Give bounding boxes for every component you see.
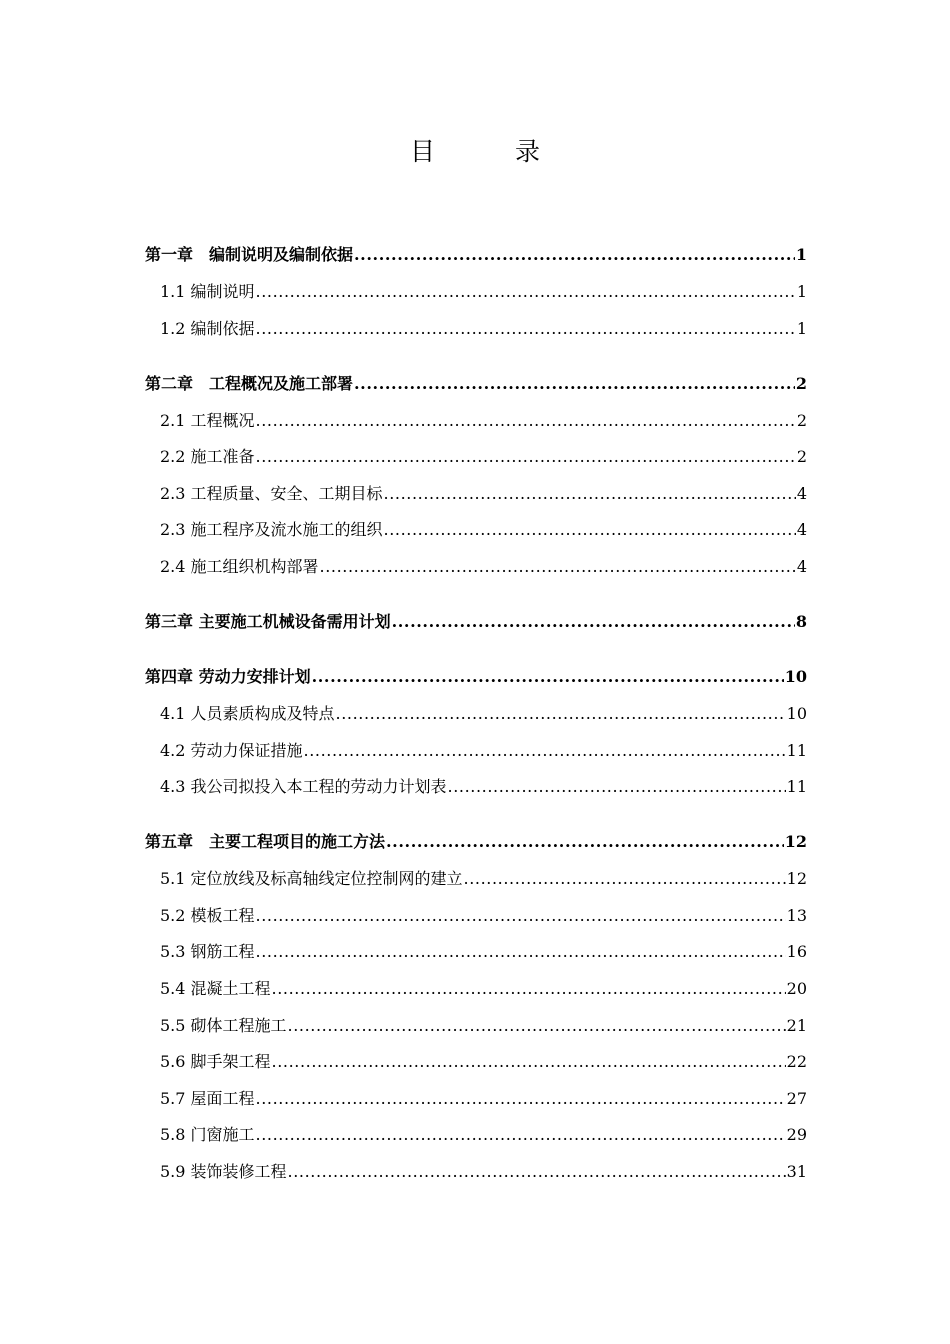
toc-section-entry[interactable] — [160, 1047, 807, 1073]
dot-leader — [256, 941, 786, 963]
dot-leader — [288, 1161, 786, 1183]
toc-chapter-entry[interactable] — [145, 607, 807, 633]
toc-page-number: 16 — [786, 942, 807, 962]
toc-entry-label: 5.6 脚手架工程 — [160, 1052, 271, 1072]
toc-entry-label: 1.2 编制依据 — [160, 318, 255, 338]
dot-leader — [256, 410, 796, 432]
dot-leader — [464, 868, 786, 890]
toc-section-entry[interactable] — [160, 314, 807, 340]
toc-page-number: 4 — [796, 520, 807, 540]
toc-page-number: 13 — [786, 905, 807, 925]
toc-entry-label: 2.3 施工程序及流水施工的组织 — [160, 520, 383, 540]
toc-chapter-entry[interactable] — [145, 369, 807, 395]
toc-page-number: 8 — [795, 612, 807, 631]
toc-section-entry[interactable] — [160, 406, 807, 432]
toc-section-entry[interactable] — [160, 479, 807, 505]
toc-section-entry[interactable] — [160, 901, 807, 927]
toc-entry-label: 5.9 装饰装修工程 — [160, 1162, 287, 1181]
dot-leader — [256, 318, 796, 340]
toc-entry-label: 2.2 施工准备 — [160, 447, 255, 467]
toc-page-number: 4 — [796, 483, 807, 503]
toc-page-number: 10 — [784, 667, 807, 686]
dot-leader — [320, 556, 796, 578]
toc-page-number: 10 — [786, 704, 807, 723]
dot-leader — [256, 1124, 786, 1146]
toc-entry-label: 4.2 劳动力保证措施 — [160, 740, 303, 760]
toc-section-entry[interactable] — [160, 937, 807, 963]
dot-leader — [312, 666, 784, 688]
toc-page-number: 2 — [795, 373, 807, 393]
toc-page-number: 20 — [786, 979, 807, 998]
toc-section-entry[interactable] — [160, 1120, 807, 1146]
toc-page-number: 31 — [786, 1162, 807, 1181]
dot-leader — [304, 740, 786, 762]
toc-section-entry[interactable] — [160, 772, 807, 798]
toc-section-entry[interactable] — [160, 699, 807, 725]
toc-entry-label: 5.4 混凝土工程 — [160, 979, 271, 998]
toc-page-number: 29 — [786, 1125, 807, 1145]
toc-entry-label: 5.5 砌体工程施工 — [160, 1015, 287, 1035]
dot-leader — [272, 978, 786, 1000]
dot-leader — [256, 281, 796, 303]
toc-entry-label: 5.8 门窗施工 — [160, 1125, 255, 1145]
toc-entry-label: 4.1 人员素质构成及特点 — [160, 704, 335, 723]
toc-chapter-entry[interactable] — [145, 662, 807, 688]
toc-title: 目 录 — [410, 137, 576, 166]
toc-entry-label: 1.1 编制说明 — [160, 282, 255, 301]
dot-leader — [336, 703, 786, 725]
dot-leader — [392, 611, 795, 633]
toc-section-entry[interactable] — [160, 1157, 807, 1183]
toc-page-number: 2 — [796, 447, 807, 467]
dot-leader — [288, 1015, 786, 1037]
toc-page-number: 12 — [786, 869, 807, 889]
dot-leader — [354, 373, 795, 395]
toc-page-number: 1 — [796, 318, 807, 338]
dot-leader — [448, 776, 786, 798]
dot-leader — [256, 1088, 786, 1110]
dot-leader — [384, 483, 796, 505]
toc-entry-label: 5.3 钢筋工程 — [160, 942, 255, 962]
toc-entry-label: 2.4 施工组织机构部署 — [160, 557, 319, 576]
toc-section-entry[interactable] — [160, 1084, 807, 1110]
toc-page-number: 27 — [786, 1088, 807, 1108]
dot-leader — [256, 446, 796, 468]
toc-page-number: 21 — [786, 1015, 807, 1035]
toc-page-number: 4 — [796, 557, 807, 576]
toc-entry-label: 第三章 主要施工机械设备需用计划 — [145, 612, 391, 631]
toc-entry-label: 第一章 编制说明及编制依据 — [145, 245, 354, 264]
toc-page-number: 11 — [786, 740, 807, 760]
toc-page-number: 2 — [796, 410, 807, 430]
toc-entry-label: 第五章 主要工程项目的施工方法 — [145, 832, 386, 852]
dot-leader — [384, 519, 796, 541]
toc-entry-label: 5.7 屋面工程 — [160, 1088, 255, 1108]
toc-chapter-entry[interactable] — [145, 240, 807, 266]
dot-leader — [256, 905, 786, 927]
toc-section-entry[interactable] — [160, 1011, 807, 1037]
toc-section-entry[interactable] — [160, 736, 807, 762]
toc-entry-label: 第二章 工程概况及施工部署 — [145, 373, 354, 393]
dot-leader — [386, 831, 784, 853]
toc-entry-label: 2.3 工程质量、安全、工期目标 — [160, 483, 383, 503]
toc-section-entry[interactable] — [160, 277, 807, 303]
toc-page-number: 1 — [796, 282, 807, 301]
toc-page-number: 11 — [786, 777, 807, 797]
toc-entry-label: 5.1 定位放线及标高轴线定位控制网的建立 — [160, 869, 463, 889]
toc-section-entry[interactable] — [160, 442, 807, 468]
toc-page-number: 12 — [784, 832, 807, 852]
dot-leader — [272, 1051, 786, 1073]
toc-chapter-entry[interactable] — [145, 827, 807, 853]
dot-leader — [354, 244, 795, 266]
toc-page-number: 22 — [786, 1052, 807, 1072]
toc-page-number: 1 — [795, 245, 807, 264]
toc-entry-label: 4.3 我公司拟投入本工程的劳动力计划表 — [160, 777, 447, 797]
toc-section-entry[interactable] — [160, 864, 807, 890]
toc-entry-label: 5.2 模板工程 — [160, 905, 255, 925]
toc-entry-label: 2.1 工程概况 — [160, 410, 255, 430]
toc-section-entry[interactable] — [160, 974, 807, 1000]
toc-section-entry[interactable] — [160, 515, 807, 541]
toc-entry-label: 第四章 劳动力安排计划 — [145, 667, 311, 686]
toc-section-entry[interactable] — [160, 552, 807, 578]
